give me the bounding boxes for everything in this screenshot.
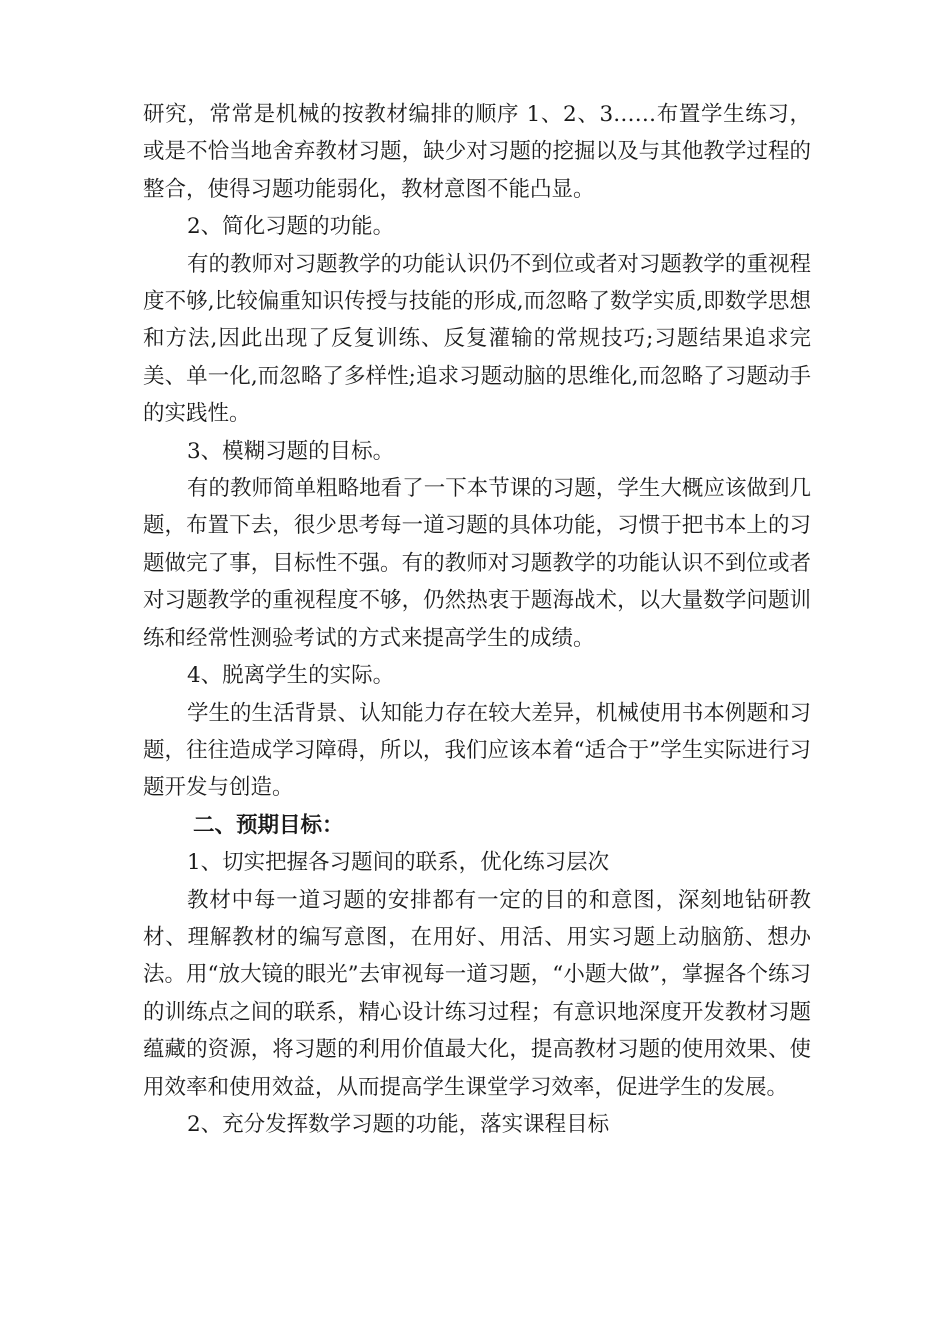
section-heading-expected-goals: 二、预期目标：: [193, 812, 344, 838]
subheading-detach-reality: 4、脱离学生的实际。: [187, 663, 395, 689]
subheading-simplify-function: 2、简化习题的功能。: [187, 214, 395, 240]
subheading-blur-goal: 3、模糊习题的目标。: [187, 438, 395, 464]
paragraph-student-background: 学生的生活背景、认知能力存在较大差异，机械使用书本例题和习题，往往造成学习障碍，所以，我们应该本着“适合于”学生实际进行习题开发与创造。: [143, 700, 811, 801]
subheading-exercise-function: 2、充分发挥数学习题的功能，落实课程目标: [187, 1111, 610, 1137]
subheading-grasp-connection: 1、切实把握各习题间的联系，优化练习层次: [187, 850, 610, 876]
paragraph-function-awareness: 有的教师对习题教学的功能认识仍不到位或者对习题教学的重视程度不够,比较偏重知识传授与技能的形成,而忽略了数学实质,即数学思想和方法,因此出现了反复训练、反复灌输的常规技巧;习题结果追求完美、单一化,而忽略了多样性;追求习题动脑的思维化,而忽略了习题动手的实践性。: [143, 251, 811, 427]
document-page: [143, 96, 811, 1143]
paragraph-exercise-research: 研究，常常是机械的按教材编排的顺序 1、2、3……布置学生练习，或是不恰当地舍弃教材习题，缺少对习题的挖掘以及与其他教学过程的整合，使得习题功能弱化，教材意图不能凸显。: [143, 102, 811, 202]
paragraph-goal-description: 有的教师简单粗略地看了一下本节课的习题，学生大概应该做到几题，布置下去，很少思考每一道习题的具体功能，习惯于把书本上的习题做完了事，目标性不强。有的教师对习题教学的功能认识不到位或者对习题教学的重视程度不够，仍然热衷于题海战术，以大量数学问题训练和经常性测验考试的方式来提高学生的成绩。: [143, 476, 811, 651]
paragraph-textbook-exercises: 教材中每一道习题的安排都有一定的目的和意图，深刻地钻研教材、理解教材的编写意图，在用好、用活、用实习题上动脑筋、想办法。用“放大镜的眼光”去审视每一道习题，“小题大做”，掌握各个练习的训练点之间的联系，精心设计练习过程；有意识地深度开发教材习题蕴藏的资源，将习题的利用价值最大化，提高教材习题的使用效果、使用效率和使用效益，从而提高学生课堂学习效率，促进学生的发展。: [143, 887, 811, 1100]
